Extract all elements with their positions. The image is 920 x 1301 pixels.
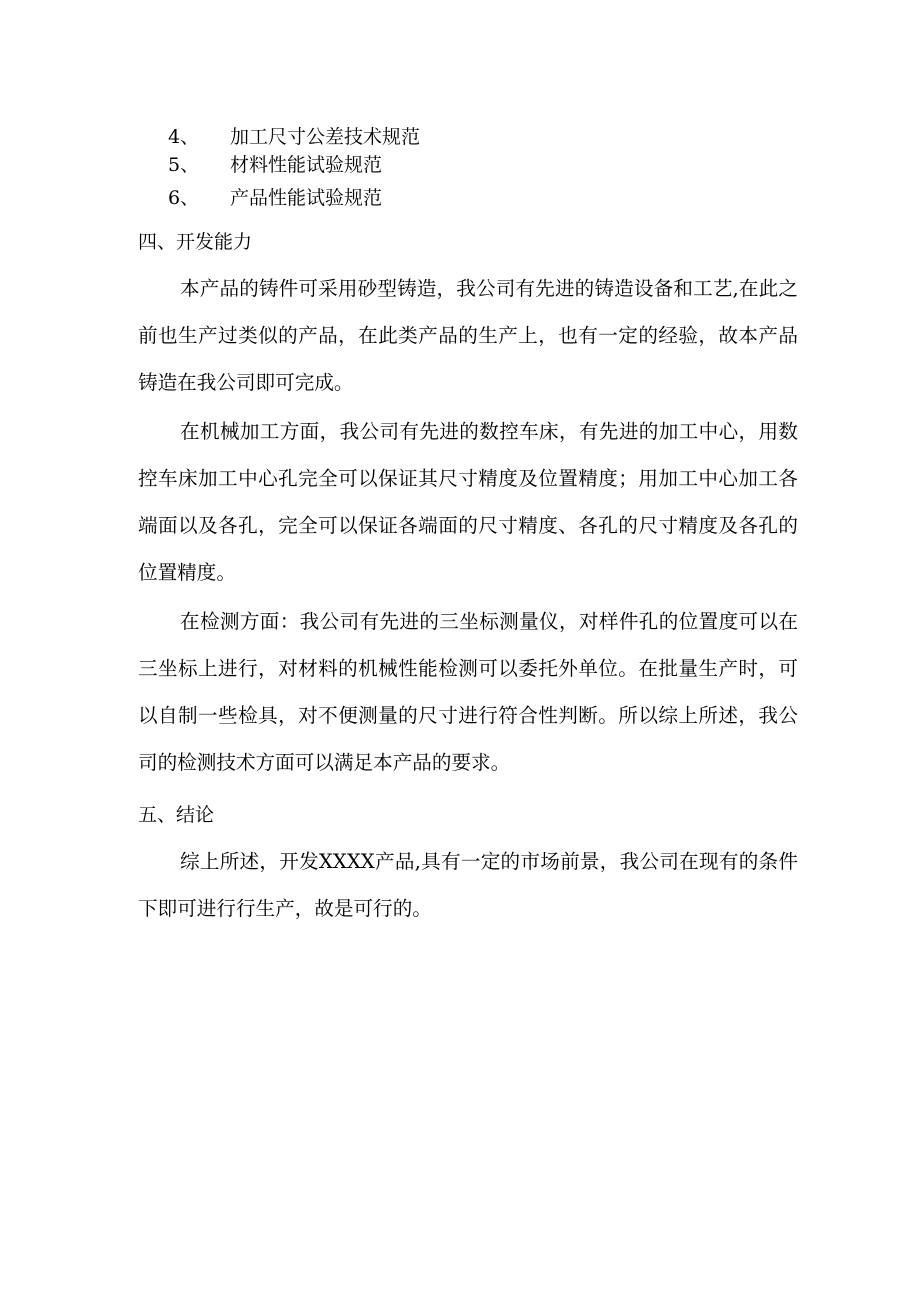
list-text: 材料性能试验规范 xyxy=(230,154,383,176)
paragraph-machining: 在机械加工方面，我公司有先进的数控车床，有先进的加工中心，用数控车床加工中心孔完全可以保证其尺寸精度及位置精度；用加工中心加工各端面以及各孔，完全可以保证各端面的尺寸精度、各孔的尺寸精度及各孔的位置精度。 xyxy=(138,420,798,584)
list-number: 6、 xyxy=(168,187,200,209)
paragraph-conclusion: 综上所述，开发XXXX产品,具有一定的市场前景，我公司在现有的条件下即可进行行生产，故是可行的。 xyxy=(138,850,798,920)
list-number: 4、 xyxy=(168,126,200,148)
section-heading-development-capability: 四、开发能力 xyxy=(138,231,253,253)
paragraph-inspection: 在检测方面：我公司有先进的三坐标测量仪，对样件孔的位置度可以在三坐标上进行，对材料的机械性能检测可以委托外单位。在批量生产时，可以自制一些检具，对不便测量的尺寸进行符合性判断。所以综上所述，我公司的检测技术方面可以满足本产品的要求。 xyxy=(138,610,798,774)
list-number: 5、 xyxy=(168,154,200,176)
list-text: 加工尺寸公差技术规范 xyxy=(230,126,421,148)
paragraph-casting: 本产品的铸件可采用砂型铸造，我公司有先进的铸造设备和工艺,在此之前也生产过类似的产品，在此类产品的生产上，也有一定的经验，故本产品铸造在我公司即可完成。 xyxy=(138,277,798,394)
list-item-5 xyxy=(168,153,382,177)
list-item-6 xyxy=(168,186,382,210)
list-text: 产品性能试验规范 xyxy=(230,187,383,209)
list-item-4 xyxy=(168,125,420,149)
section-heading-conclusion: 五、结论 xyxy=(138,804,215,826)
